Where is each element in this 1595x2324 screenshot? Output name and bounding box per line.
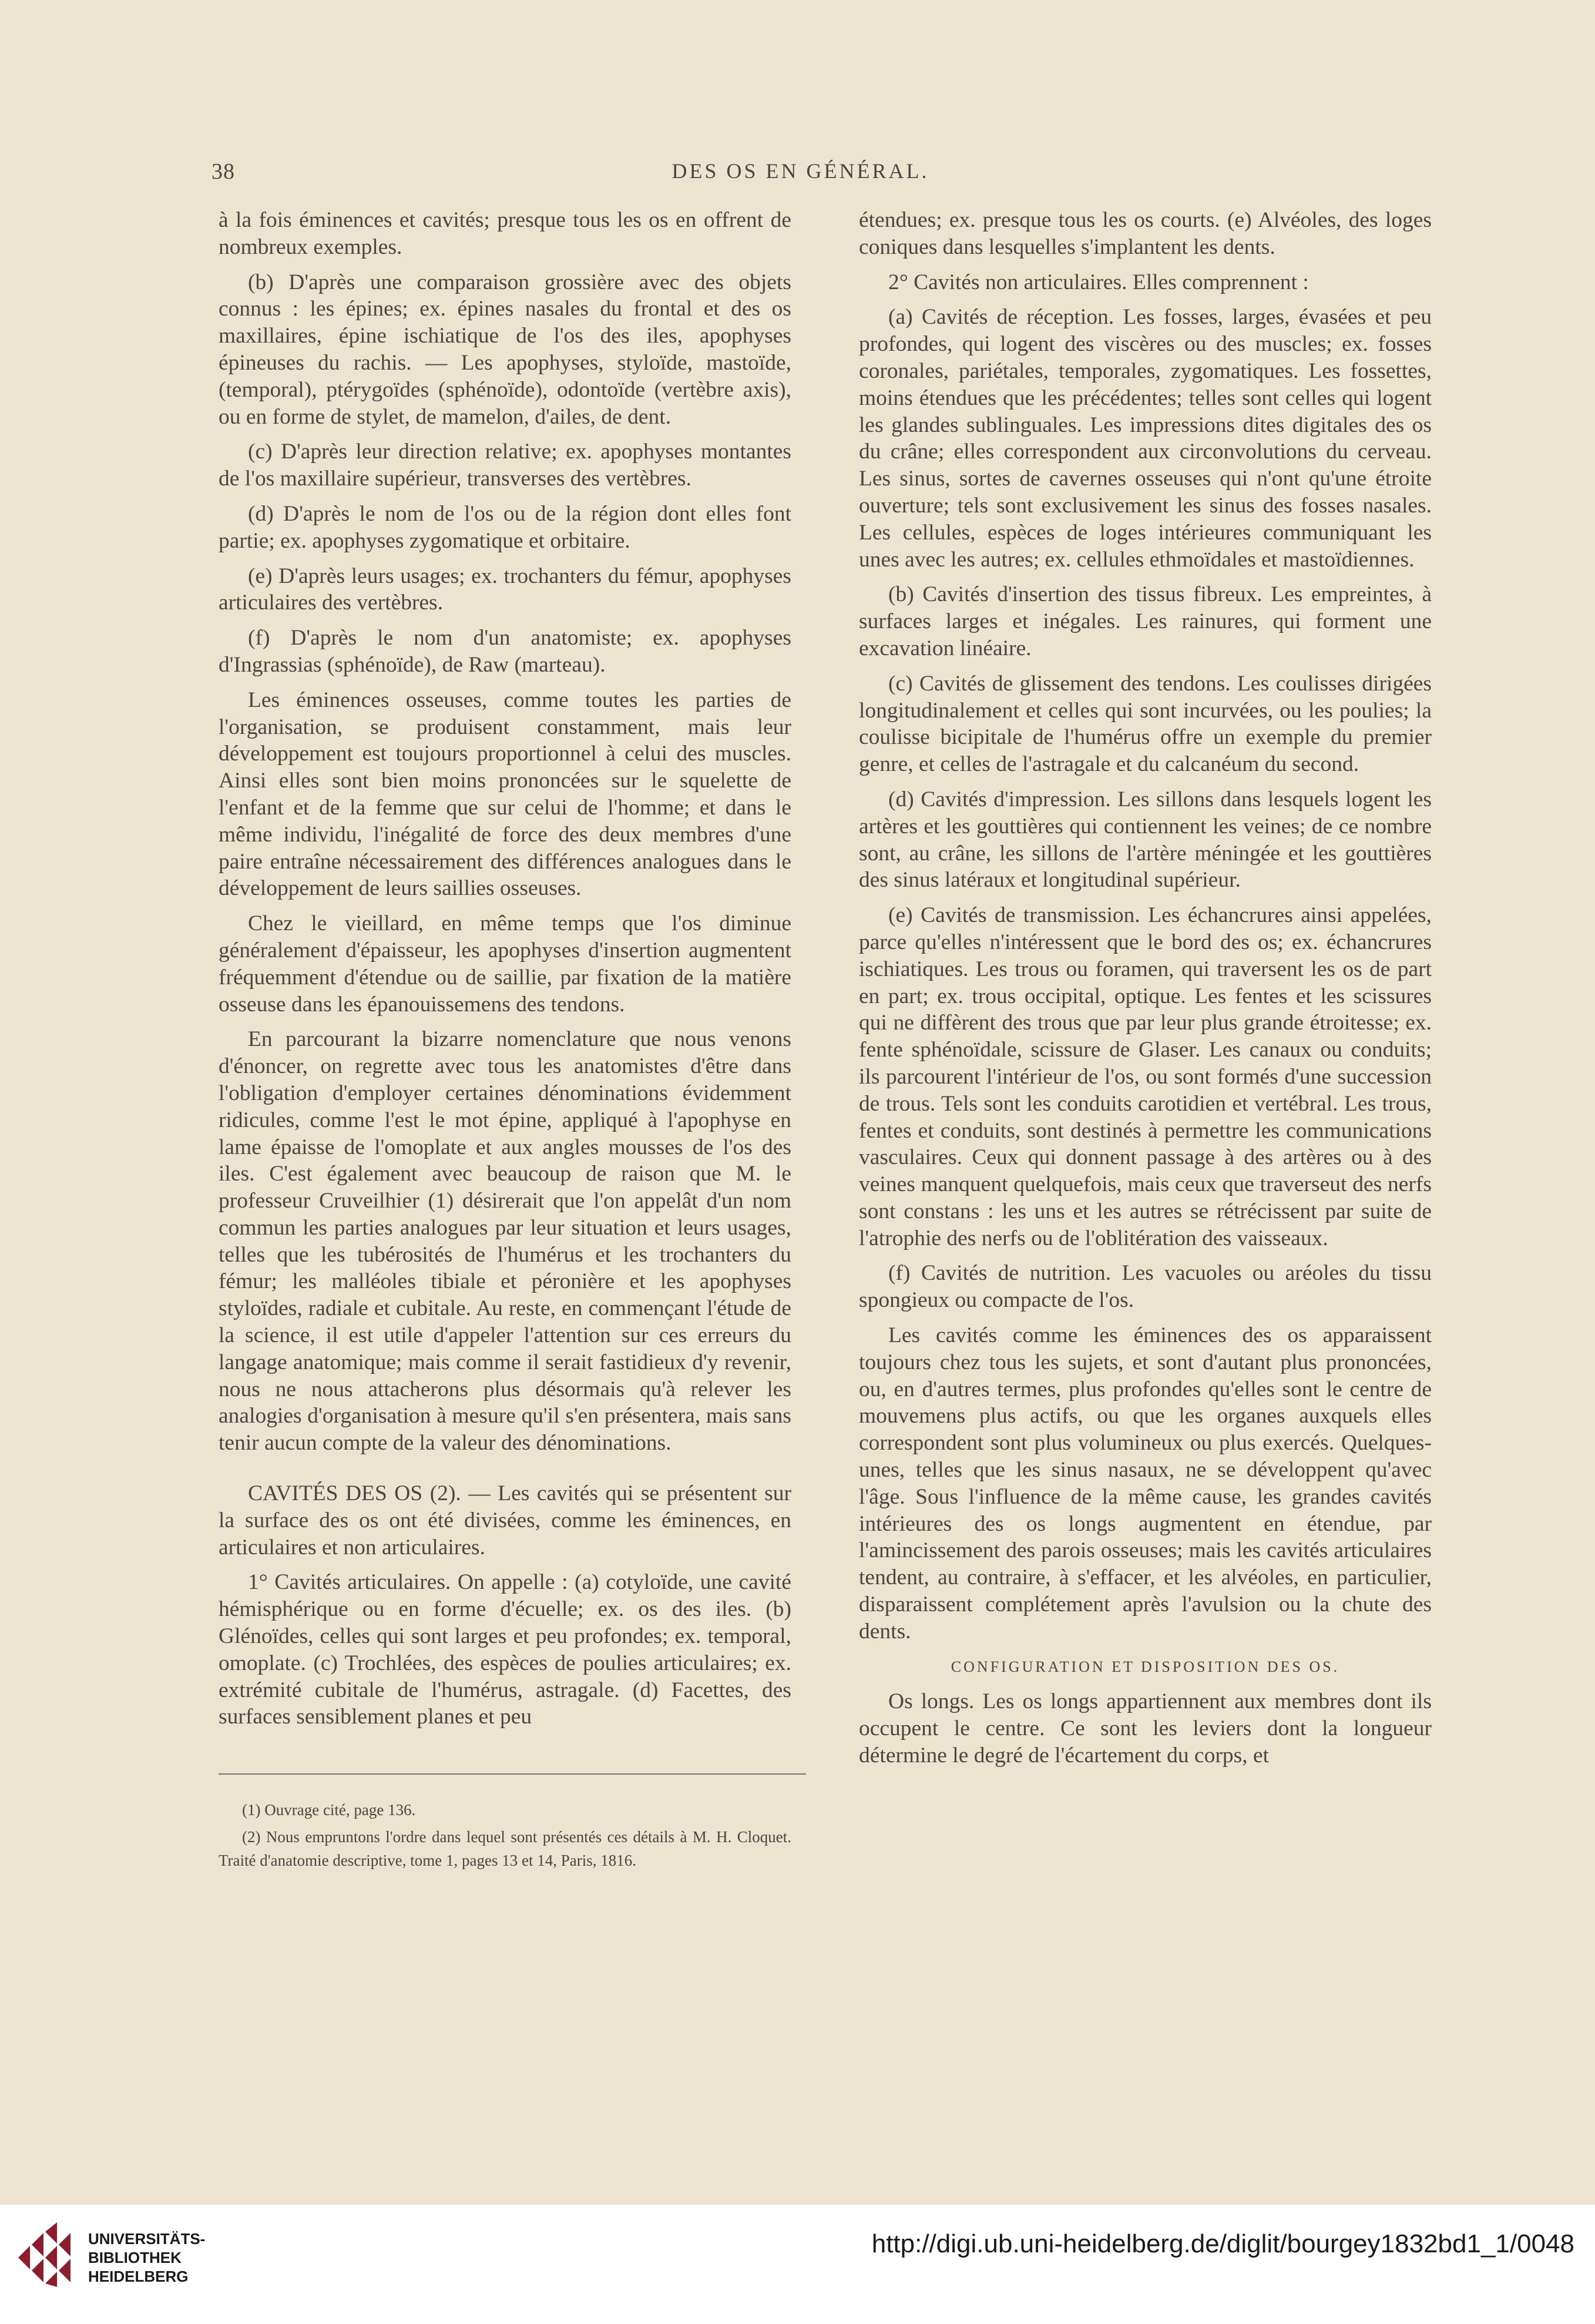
left-column — [219, 207, 791, 1739]
page-number: 38 — [211, 159, 235, 184]
paragraph: étendues; ex. presque tous les os courts. (e) Alvéoles, des loges coniques dans lesquelles s'implantent les dents. — [859, 208, 1432, 259]
paragraph: CAVITÉS DES OS (2). — Les cavités qui se présentent sur la surface des os ont été divisées, comme les éminences, en articulaires et non articulaires. — [219, 1481, 791, 1560]
paragraph: Les éminences osseuses, comme toutes les parties de l'organisation, se produisent constamment, mais leur développement est toujours proportionnel à celui des muscles. Ainsi elles sont bien moins prononcées sur le squelette de l'enfant et de la femme que sur celui de l'homme; et dans le même individu, l'inégalité de force des deux membres d'une paire entraîne nécessairement des différences analogues dans le développement de leurs saillies osseuses. — [219, 688, 791, 901]
paragraph: (a) Cavités de réception. Les fosses, larges, évasées et peu profondes, qui logent des viscères ou des muscles; ex. fosses coronales, pariétales, temporales, zygomatiques. Les fossettes, moins étendues que les précédentes; telles sont celles qui logent les glandes sublinguales. Les impressions dites digitales des os du crâne; elles correspondent aux circonvolutions du cerveau. Les sinus, sortes de cavernes osseuses qui n'ont qu'une étroite ouverture; tels sont exclusivement les sinus des fosses nasales. Les cellules, espèces de loges intérieures communiquant les unes avec les autres; ex. cellules ethmoïdales et mastoïdiennes. — [859, 305, 1432, 572]
footnote-rule — [219, 1773, 806, 1775]
university-library-logo-icon — [15, 2222, 80, 2287]
paragraph: (b) D'après une comparaison grossière avec des objets connus : les épines; ex. épines nasales du frontal et des os maxillaires, épine ischiatique de l'os des iles, apophyses épineuses du rachis. — Les apophyses, styloïde, mastoïde, (temporal), ptérygoïdes (sphénoïde), odontoïde (vertèbre axis), ou en forme de stylet, de mamelon, d'ailes, de dent. — [219, 270, 791, 429]
paragraph: (b) Cavités d'insertion des tissus fibreux. Les empreintes, à surfaces larges et inégales. Les rainures, qui forment une excavation linéaire. — [859, 582, 1432, 660]
footnotes — [219, 1798, 791, 1876]
paragraph: (c) D'après leur direction relative; ex. apophyses montantes de l'os maxillaire supérieur, transverses des vertèbres. — [219, 440, 791, 491]
paragraph: Chez le vieillard, en même temps que l'os diminue généralement d'épaisseur, les apophyses d'insertion augmentent fréquemment d'étendue ou de saillie, par fixation de la matière osseuse dans les épanouissemens des tendons. — [219, 911, 791, 1017]
paragraph: (e) D'après leurs usages; ex. trochanters du fémur, apophyses articulaires des vertèbres. — [219, 564, 791, 615]
paragraph: Os longs. Les os longs appartiennent aux membres dont ils occupent le centre. Ce sont les leviers dont la longueur détermine le degré de l'écartement du corps, et — [859, 1689, 1432, 1768]
paragraph: (c) Cavités de glissement des tendons. Les coulisses dirigées longitudinalement et celles qui sont incurvées, ou les poulies; la coulisse bicipitale de l'humérus offre un exemple du premier genre, et celles de l'astragale et du calcanéum du second. — [859, 671, 1432, 777]
paragraph: (f) D'après le nom d'un anatomiste; ex. apophyses d'Ingrassias (sphénoïde), de Raw (marteau). — [219, 626, 791, 677]
library-name-line: BIBLIOTHEK — [88, 2249, 182, 2266]
library-name-line: HEIDELBERG — [88, 2268, 189, 2285]
footnote: (1) Ouvrage cité, page 136. — [242, 1801, 416, 1819]
paragraph: 2° Cavités non articulaires. Elles comprennent : — [888, 270, 1309, 294]
paragraph: En parcourant la bizarre nomenclature que nous venons d'énoncer, on regrette avec tous les anatomistes d'être dans l'obligation d'employer certaines dénominations évidemment ridicules, comme l'est le mot épine, appliqué à l'apophyse en lame épaisse de l'omoplate et aux angles mousses de l'os des iles. C'est également avec beaucoup de raison que M. le professeur Cruveilhier (1) désirerait que l'on appelât d'un nom commun les parties analogues par leur situation et leurs usages, telles que les tubérosités de l'humérus et les trochanters du fémur; les malléoles tibiale et péronière et les apophyses styloïdes, radiale et cubitale. Au reste, en commençant l'étude de la science, il est utile d'appeler l'attention sur ces erreurs du langage anatomique; mais comme il serait fastidieux d'y revenir, nous ne nous attacherons plus désormais qu'à relever les analogies d'organisation à mesure qu'il s'en présentera, mais sans tenir aucun compte de la valeur des dénominations. — [219, 1027, 791, 1456]
paragraph: à la fois éminences et cavités; presque tous les os en offrent de nombreux exemples. — [219, 208, 791, 259]
paragraph: (d) Cavités d'impression. Les sillons dans lesquels logent les artères et les gouttières qui contiennent les veines; de ce nombre sont, au crâne, les sillons de l'artère méningée et les gouttières des sinus latéraux et longitudinal supérieur. — [859, 787, 1432, 893]
paragraph: (e) Cavités de transmission. Les échancrures ainsi appelées, parce qu'elles n'intéressent que le bord des os; ex. échancrures ischiatiques. Les trous ou foramen, qui traversent les os de part en part; ex. trous occipital, optique. Les fentes et les scissures qui ne diffèrent des trous que par leur plus grande étroitesse; ex. fente sphénoïdale, scissure de Glaser. Les canaux ou conduits; ils parcourent l'intérieur de l'os, ou sont formés d'une succession de trous. Tels sont les conduits carotidien et vertébral. Les trous, fentes et conduits, sont destinés à permettre les communications vasculaires. Ceux qui donnent passage à des artères ou à des veines manquent quelquefois, mais ceux que traverseut des nerfs sont constans : les uns et les autres se rétrécissent par suite de l'atrophie des nerfs ou de l'oblitération des vaisseaux. — [859, 903, 1432, 1250]
page-header — [211, 159, 1389, 194]
footnote: (2) Nous empruntons l'ordre dans lequel sont présentés ces détails à M. H. Cloquet. Traité d'anatomie descriptive, tome 1, pages 13 et 14, Paris, 1816. — [219, 1828, 791, 1869]
running-title: DES OS EN GÉNÉRAL. — [671, 159, 929, 183]
library-name — [88, 2229, 205, 2286]
source-url-link[interactable]: http://digi.ub.uni-heidelberg.de/diglit/bourgey1832bd1_1/0048 — [871, 2229, 1574, 2258]
digitization-footer — [0, 2205, 1595, 2324]
paragraph: Les cavités comme les éminences des os apparaissent toujours chez tous les sujets, et sont d'autant plus prononcées, ou, en d'autres termes, plus profondes qu'elles sont le centre de mouvemens plus actifs, ou que les organes auxquels elles correspondent sont plus volumineux ou plus exercés. Quelques-unes, telles que les sinus nasaux, ne se développent qu'avec l'âge. Sous l'influence de la même cause, les grandes cavités intérieures des os longs augmentent en étendue, par l'amincissement des parois osseuses; mais les cavités articulaires tendent, au contraire, à s'effacer, et les alvéoles, en particulier, disparaissent complétement après l'avulsion ou la chute des dents. — [859, 1323, 1432, 1644]
right-column — [859, 207, 1432, 1778]
library-name-line: UNIVERSITÄTS- — [88, 2230, 206, 2248]
section-heading: CONFIGURATION ET DISPOSITION DES OS. — [951, 1658, 1340, 1675]
paragraph: (f) Cavités de nutrition. Les vacuoles ou aréoles du tissu spongieux ou compacte de l'os. — [859, 1261, 1432, 1313]
paragraph: 1° Cavités articulaires. On appelle : (a) cotyloïde, une cavité hémisphérique ou en forme d'écuelle; ex. os des iles. (b) Glénoïdes, celles qui sont larges et peu profondes; ex. temporal, omoplate. (c) Trochlées, des espèces de poulies articulaires; ex. extrémité cubitale de l'humérus, astragale. (d) Facettes, des surfaces sensiblement planes et peu — [219, 1570, 791, 1729]
paragraph: (d) D'après le nom de l'os ou de la région dont elles font partie; ex. apophyses zygomatique et orbitaire. — [219, 501, 791, 553]
